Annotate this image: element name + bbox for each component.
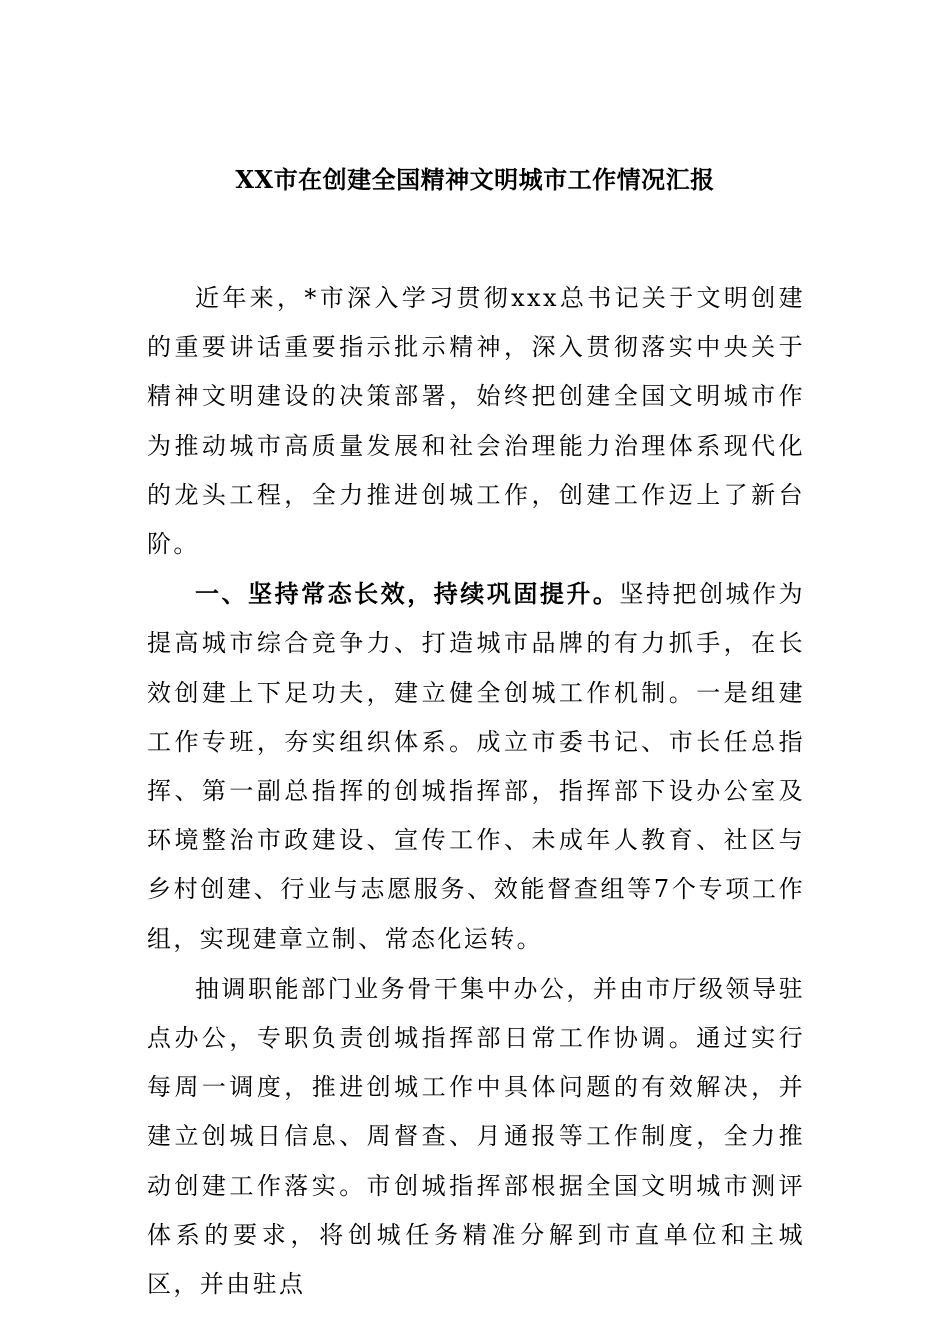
document-title: XX市在创建全国精神文明城市工作情况汇报 bbox=[235, 165, 715, 194]
paragraph-intro bbox=[147, 273, 805, 569]
section-heading: 一、坚持常态长效，持续巩固提升。 bbox=[195, 579, 620, 609]
document-body bbox=[147, 273, 805, 1309]
paragraph-continuation bbox=[147, 964, 805, 1309]
paragraph-text: 抽调职能部门业务骨干集中办公，并由市厅级领导驻点办公，专职负责创城指挥部日常工作协调。通过实行每周一调度，推进创城工作中具体问题的有效解决，并建立创城日信息、周督查、月通报等工作制度，全力推动创建工作落实。市创城指挥部根据全国文明城市测评体系的要求，将创城任务精准分解到市直单位和主城区，并由驻点 bbox=[147, 974, 805, 1299]
paragraph-text: 近年来，*市深入学习贯彻xxx总书记关于文明创建的重要讲话重要指示批示精神，深入贯彻落实中央关于精神文明建设的决策部署，始终把创建全国文明城市作为推动城市高质量发展和社会治理能力治理体系现代化的龙头工程，全力推进创城工作，创建工作迈上了新台阶。 bbox=[147, 284, 805, 559]
paragraph-section-one bbox=[147, 569, 805, 964]
paragraph-text: 坚持把创城作为提高城市综合竞争力、打造城市品牌的有力抓手，在长效创建上下足功夫，建立健全创城工作机制。一是组建工作专班，夯实组织体系。成立市委书记、市长任总指挥、第一副总指挥的创城指挥部，指挥部下设办公室及环境整治市政建设、宣传工作、未成年人教育、社区与乡村创建、行业与志愿服务、效能督查组等7个专项工作组，实现建章立制、常态化运转。 bbox=[147, 580, 805, 953]
